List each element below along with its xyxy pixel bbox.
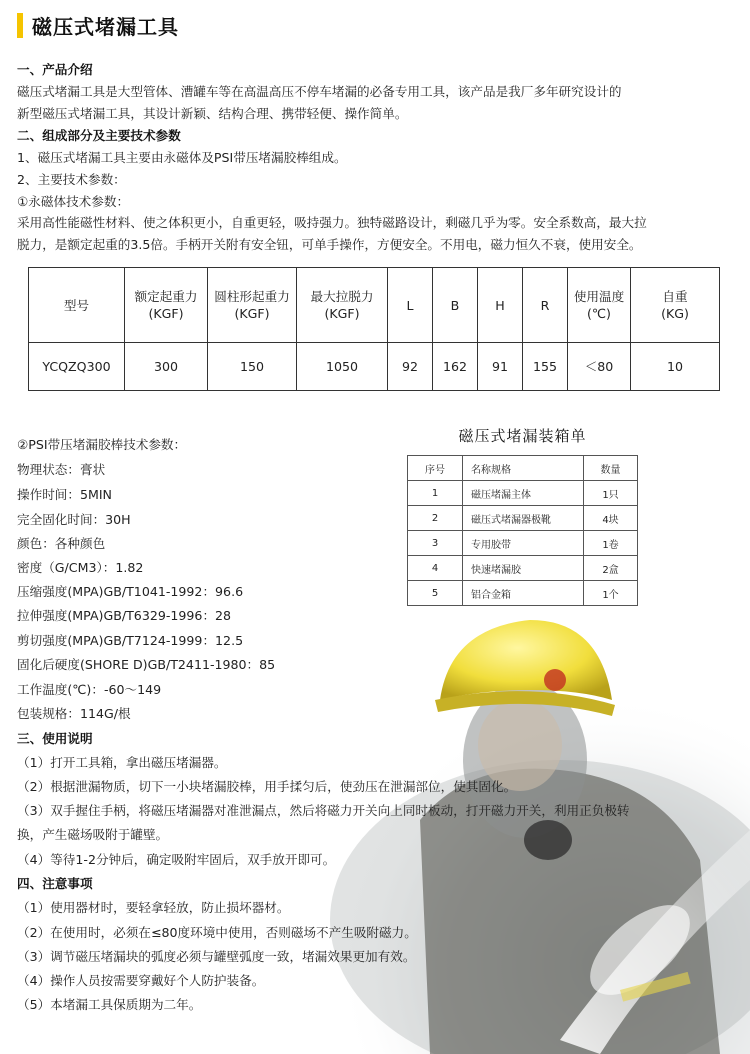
- section-heading-usage: 三、使用说明: [17, 731, 93, 746]
- spec-value-cell: 150: [208, 343, 297, 391]
- psi-param: 固化后硬度(SHORE D)GB/T2411-1980：85: [17, 657, 276, 672]
- magnet-param-line: 脱力，是额定起重的3.5倍。手柄开关附有安全钮，可单手操作，方便安全。不用电，磁力恒久不衰，使用安全。: [17, 237, 642, 252]
- spec-value-cell: 162: [433, 343, 478, 391]
- magnet-param-line: 采用高性能磁性材料、使之体积更小，自重更轻，吸持强力。独特磁路设计，剩磁几乎为零。安全系数高，最大拉: [17, 215, 647, 230]
- table-row: [408, 581, 638, 606]
- spec-header-text: 使用温度 (℃): [573, 289, 625, 321]
- spec-value-cell: ＜80: [568, 343, 631, 391]
- spec-value-row: [29, 343, 720, 391]
- caution-note: （4）操作人员按需要穿戴好个人防护装备。: [17, 973, 265, 988]
- psi-param: 物理状态：膏状: [17, 462, 106, 477]
- spec-table: [28, 267, 720, 391]
- packing-cell: 1: [408, 481, 463, 506]
- usage-step: （2）根据泄漏物质，切下一小块堵漏胶棒，用手揉匀后，使劲压在泄漏部位，使其固化。: [17, 779, 517, 794]
- packing-header-cell: 数量: [584, 456, 638, 481]
- spec-header-text: 最大拉脱力 (KGF): [310, 289, 374, 321]
- packing-cell: 1卷: [584, 531, 638, 556]
- spec-header-text: 自重 (KG): [661, 289, 689, 321]
- section-heading-notes: 四、注意事项: [17, 876, 93, 891]
- packing-cell: 4: [408, 556, 463, 581]
- caution-note: （2）在使用时，必须在≤80度环境中使用，否则磁场不产生吸附磁力。: [17, 925, 417, 940]
- intro-line: 磁压式堵漏工具是大型管体、漕罐车等在高温高压不停车堵漏的必备专用工具，该产品是我厂多年研究设计的: [17, 84, 622, 99]
- packing-list-title: 磁压式堵漏装箱单: [458, 427, 587, 445]
- spec-value-cell: 92: [388, 343, 433, 391]
- spec-value-cell: YCQZQ300: [29, 343, 125, 391]
- table-row: [408, 531, 638, 556]
- spec-value-cell: 10: [631, 343, 720, 391]
- packing-table: [407, 455, 638, 606]
- title-accent-bar: [17, 13, 23, 38]
- usage-step: （3）双手握住手柄，将磁压堵漏器对准泄漏点，然后将磁力开关向上同时板动，打开磁力开关，利用正负极转: [17, 803, 630, 818]
- psi-param: 操作时间：5MIN: [17, 487, 112, 502]
- psi-param: 压缩强度(MPA)GB/T1041-1992：96.6: [17, 584, 244, 599]
- packing-cell: 磁压堵漏主体: [463, 481, 584, 506]
- packing-header-row: [408, 456, 638, 481]
- spec-header-cell: 型号: [29, 268, 125, 343]
- psi-param: 剪切强度(MPA)GB/T7124-1999：12.5: [17, 633, 244, 648]
- section-heading-intro: 一、产品介绍: [17, 62, 93, 77]
- table-row: [408, 506, 638, 531]
- usage-step: （1）打开工具箱，拿出磁压堵漏器。: [17, 755, 227, 770]
- packing-cell: 专用胶带: [463, 531, 584, 556]
- page-title: 磁压式堵漏工具: [32, 15, 179, 39]
- psi-param: 拉伸强度(MPA)GB/T6329-1996：28: [17, 608, 232, 623]
- psi-param: 颜色：各种颜色: [17, 536, 106, 551]
- packing-header-cell: 序号: [408, 456, 463, 481]
- packing-cell: 1个: [584, 581, 638, 606]
- spec-value-cell: 155: [523, 343, 568, 391]
- spec-header-cell: L: [388, 268, 433, 343]
- section-heading-components: 二、组成部分及主要技术参数: [17, 128, 181, 143]
- magnet-param-heading: ①永磁体技术参数：: [17, 194, 130, 209]
- usage-step: （4）等待1-2分钟后，确定吸附牢固后，双手放开即可。: [17, 852, 336, 867]
- packing-cell: 5: [408, 581, 463, 606]
- spec-value-cell: 91: [478, 343, 523, 391]
- spec-header-text: 圆柱形起重力 (KGF): [214, 289, 290, 321]
- psi-param: 完全固化时间：30H: [17, 512, 131, 527]
- packing-cell: 2盒: [584, 556, 638, 581]
- component-item: 1、磁压式堵漏工具主要由永磁体及PSI带压堵漏胶棒组成。: [17, 150, 347, 165]
- spec-header-row: [29, 268, 720, 343]
- packing-cell: 铝合金箱: [463, 581, 584, 606]
- intro-line: 新型磁压式堵漏工具，其设计新颖、结构合理、携带轻便、操作简单。: [17, 106, 408, 121]
- table-row: [408, 556, 638, 581]
- spec-header-cell: [297, 268, 388, 343]
- spec-header-cell: [568, 268, 631, 343]
- spec-header-cell: [208, 268, 297, 343]
- packing-cell: 2: [408, 506, 463, 531]
- packing-cell: 4块: [584, 506, 638, 531]
- packing-cell: 磁压式堵漏器极靴: [463, 506, 584, 531]
- packing-cell: 3: [408, 531, 463, 556]
- spec-header-cell: [631, 268, 720, 343]
- spec-header-text: 额定起重力 (KGF): [134, 289, 198, 321]
- packing-cell: 1只: [584, 481, 638, 506]
- packing-cell: 快速堵漏胶: [463, 556, 584, 581]
- spec-header-cell: R: [523, 268, 568, 343]
- spec-value-cell: 1050: [297, 343, 388, 391]
- psi-param: 包装规格：114G/根: [17, 706, 131, 721]
- spec-header-cell: B: [433, 268, 478, 343]
- psi-param: 工作温度(℃)：-60～149: [17, 682, 162, 697]
- psi-param-heading: ②PSI带压堵漏胶棒技术参数：: [17, 437, 187, 452]
- usage-step: 换，产生磁场吸附于罐壁。: [17, 827, 169, 842]
- packing-header-cell: 名称规格: [463, 456, 584, 481]
- caution-note: （3）调节磁压堵漏块的弧度必须与罐壁弧度一致，堵漏效果更加有效。: [17, 949, 416, 964]
- spec-header-cell: H: [478, 268, 523, 343]
- spec-value-cell: 300: [125, 343, 208, 391]
- spec-header-cell: [125, 268, 208, 343]
- psi-param: 密度（G/CM3）：1.82: [17, 560, 144, 575]
- caution-note: （5）本堵漏工具保质期为二年。: [17, 997, 202, 1012]
- table-row: [408, 481, 638, 506]
- caution-note: （1）使用器材时，要轻拿轻放，防止损坏器材。: [17, 900, 290, 915]
- component-item: 2、主要技术参数：: [17, 172, 126, 187]
